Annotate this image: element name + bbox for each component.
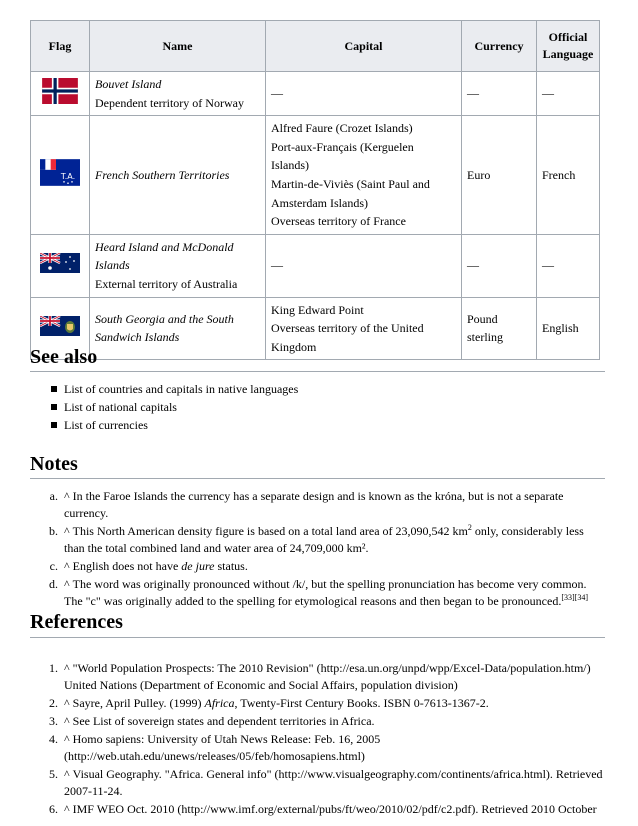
- flag-south-georgia-icon[interactable]: [40, 316, 80, 342]
- territory-status: Dependent territory of Norway: [95, 95, 244, 110]
- language-cell: English: [537, 297, 600, 360]
- backlink-caret[interactable]: ^: [64, 767, 70, 781]
- reference-marker: 5.: [49, 767, 58, 781]
- territory-name-link[interactable]: Heard Island and McDonald: [95, 239, 234, 254]
- backlink-caret[interactable]: ^: [64, 802, 70, 816]
- reference-item: [36, 766, 604, 800]
- reference-text[interactable]: IMF WEO Oct. 2010 (http://www.imf.org/external/pubs/ft/weo/2010/02/pdf/c2.pdf). Retrieved 2010 October: [72, 802, 597, 816]
- table-row: [31, 297, 600, 360]
- reference-text[interactable]: Visual Geography. "Africa. General info" (http://www.visualgeography.com/continents/africa.html). Retrieved 2007-11-24.: [64, 767, 603, 798]
- flag-cell: [31, 72, 90, 116]
- reference-text[interactable]: See List of sovereign states and dependent territories in Africa.: [72, 714, 375, 728]
- reference-text[interactable]: Homo sapiens: University of Utah News Release: Feb. 16, 2005 (http://web.utah.edu/unews/releases/05/feb/homosapiens.html): [64, 732, 381, 763]
- header-name: Name: [90, 21, 266, 72]
- backlink-caret[interactable]: ^: [64, 577, 70, 591]
- superscript: 2: [467, 523, 472, 532]
- capital-line: Port-aux-Français (Kerguelen: [271, 139, 414, 154]
- header-language: [537, 21, 600, 72]
- name-cell: [90, 297, 266, 360]
- section-divider: [30, 371, 605, 372]
- svg-text:T.A.: T.A.: [60, 171, 76, 181]
- note-item: [36, 523, 604, 557]
- capital-line: —: [271, 86, 283, 101]
- note-italic: de jure: [181, 559, 215, 573]
- capital-line: Kingdom: [271, 339, 317, 354]
- see-also-heading: See also: [30, 346, 98, 368]
- reference-text: Sayre, April Pulley. (1999): [72, 696, 205, 710]
- language-cell: —: [537, 234, 600, 297]
- backlink-caret[interactable]: ^: [64, 489, 70, 503]
- reference-marker: 3.: [49, 714, 58, 728]
- header-currency: Currency: [462, 21, 537, 72]
- section-divider: [30, 478, 605, 479]
- note-text: In the Faroe Islands the currency has a separate design and is known as the króna, but is not a separate currency.: [64, 489, 564, 520]
- territory-name-link[interactable]: Bouvet Island: [95, 77, 162, 91]
- territory-name-link[interactable]: Islands: [95, 258, 130, 273]
- reference-item: [36, 695, 604, 712]
- note-marker: c.: [49, 559, 58, 573]
- capital-cell: [266, 116, 462, 235]
- note-text: This North American density figure is based on a total land area of 23,090,542 km: [72, 524, 468, 538]
- capital-cell: [266, 72, 462, 116]
- backlink-caret[interactable]: ^: [64, 661, 70, 675]
- header-language-line1: Official: [548, 30, 588, 45]
- references-list: [36, 660, 604, 819]
- capital-cell: [266, 297, 462, 360]
- name-cell: [90, 234, 266, 297]
- table-row: [31, 116, 600, 235]
- reference-item: [36, 731, 604, 765]
- capital-line: Overseas territory of France: [271, 214, 406, 229]
- language-cell: French: [537, 116, 600, 235]
- language-cell: —: [537, 72, 600, 116]
- reference-marker: 4.: [49, 732, 58, 746]
- note-marker: b.: [49, 524, 58, 538]
- citation-link[interactable]: [33][34]: [561, 593, 588, 602]
- see-also-link[interactable]: List of currencies: [48, 416, 588, 434]
- currency-line: Pound: [467, 311, 498, 326]
- note-item: [36, 558, 604, 575]
- name-cell: [90, 116, 266, 235]
- currency-line: sterling: [467, 330, 503, 345]
- capital-line: King Edward Point: [271, 302, 364, 317]
- note-text: The word was originally pronounced without /k/, but the spelling pronunciation has become very common. The "c" was originally added to the spelling for etymological reasons and then began to be pronounced.: [64, 577, 587, 608]
- notes-list: [36, 488, 604, 611]
- capital-line: —: [271, 258, 283, 273]
- currency-cell: [462, 72, 537, 116]
- header-flag: Flag: [31, 21, 90, 72]
- backlink-caret[interactable]: ^: [64, 524, 70, 538]
- capital-line: Amsterdam Islands): [271, 195, 368, 210]
- backlink-caret[interactable]: ^: [64, 696, 70, 710]
- reference-marker: 2.: [49, 696, 58, 710]
- capital-cell: [266, 234, 462, 297]
- reference-item: [36, 801, 604, 818]
- currency-line: —: [467, 258, 479, 273]
- reference-item: [36, 660, 604, 694]
- reference-italic: Africa: [204, 696, 235, 710]
- territory-name-link[interactable]: South Georgia and the South: [95, 311, 234, 326]
- currency-line: Euro: [467, 167, 491, 182]
- territory-name-link[interactable]: French Southern Territories: [95, 167, 230, 182]
- see-also-link[interactable]: List of national capitals: [48, 398, 588, 416]
- flag-australia-icon[interactable]: [40, 253, 80, 279]
- currency-cell: [462, 234, 537, 297]
- territory-status: External territory of Australia: [95, 276, 238, 291]
- note-item: [36, 488, 604, 522]
- capital-line: Martin-de-Viviès (Saint Paul and: [271, 176, 430, 191]
- currency-cell: [462, 297, 537, 360]
- reference-text[interactable]: "World Population Prospects: The 2010 Revision" (http://esa.un.org/unpd/wpp/Excel-Data/population.htm/) United Nations (Department of Economic and Social Affairs, population division): [64, 661, 591, 692]
- flag-norway-icon[interactable]: [42, 78, 78, 110]
- capital-line: Islands): [271, 158, 309, 173]
- reference-text: , Twenty-First Century Books. ISBN 0-7613-1367-2.: [234, 696, 489, 710]
- note-marker: d.: [49, 577, 58, 591]
- flag-cell: [31, 234, 90, 297]
- name-cell: [90, 72, 266, 116]
- reference-marker: 1.: [49, 661, 58, 675]
- backlink-caret[interactable]: ^: [64, 732, 70, 746]
- notes-heading: Notes: [30, 453, 78, 475]
- header-capital: Capital: [266, 21, 462, 72]
- territory-name-link[interactable]: Sandwich Islands: [95, 330, 180, 345]
- section-divider: [30, 637, 605, 638]
- backlink-caret[interactable]: ^: [64, 714, 70, 728]
- see-also-link[interactable]: List of countries and capitals in native languages: [48, 380, 588, 398]
- note-marker: a.: [49, 489, 58, 503]
- note-item: [36, 576, 604, 610]
- header-language-line2: Language: [542, 47, 594, 61]
- reference-item: [36, 713, 604, 730]
- currency-cell: [462, 116, 537, 235]
- see-also-list: [48, 380, 588, 434]
- capital-line: Alfred Faure (Crozet Islands): [271, 121, 413, 136]
- territories-table: [30, 20, 600, 360]
- references-heading: References: [30, 611, 123, 633]
- reference-marker: 6.: [49, 802, 58, 816]
- table-header-row: [31, 21, 600, 72]
- currency-line: —: [467, 86, 479, 101]
- flag-french-southern-territories-icon[interactable]: [40, 159, 80, 192]
- table-row: [31, 72, 600, 116]
- backlink-caret[interactable]: ^: [64, 559, 70, 573]
- note-text: status.: [214, 559, 248, 573]
- note-text: only, considerably less than the total combined land and water area of 24,709,000 km².: [64, 524, 584, 555]
- table-row: [31, 234, 600, 297]
- flag-cell: [31, 116, 90, 235]
- capital-line: Overseas territory of the United: [271, 321, 424, 336]
- note-text: English does not have: [72, 559, 182, 573]
